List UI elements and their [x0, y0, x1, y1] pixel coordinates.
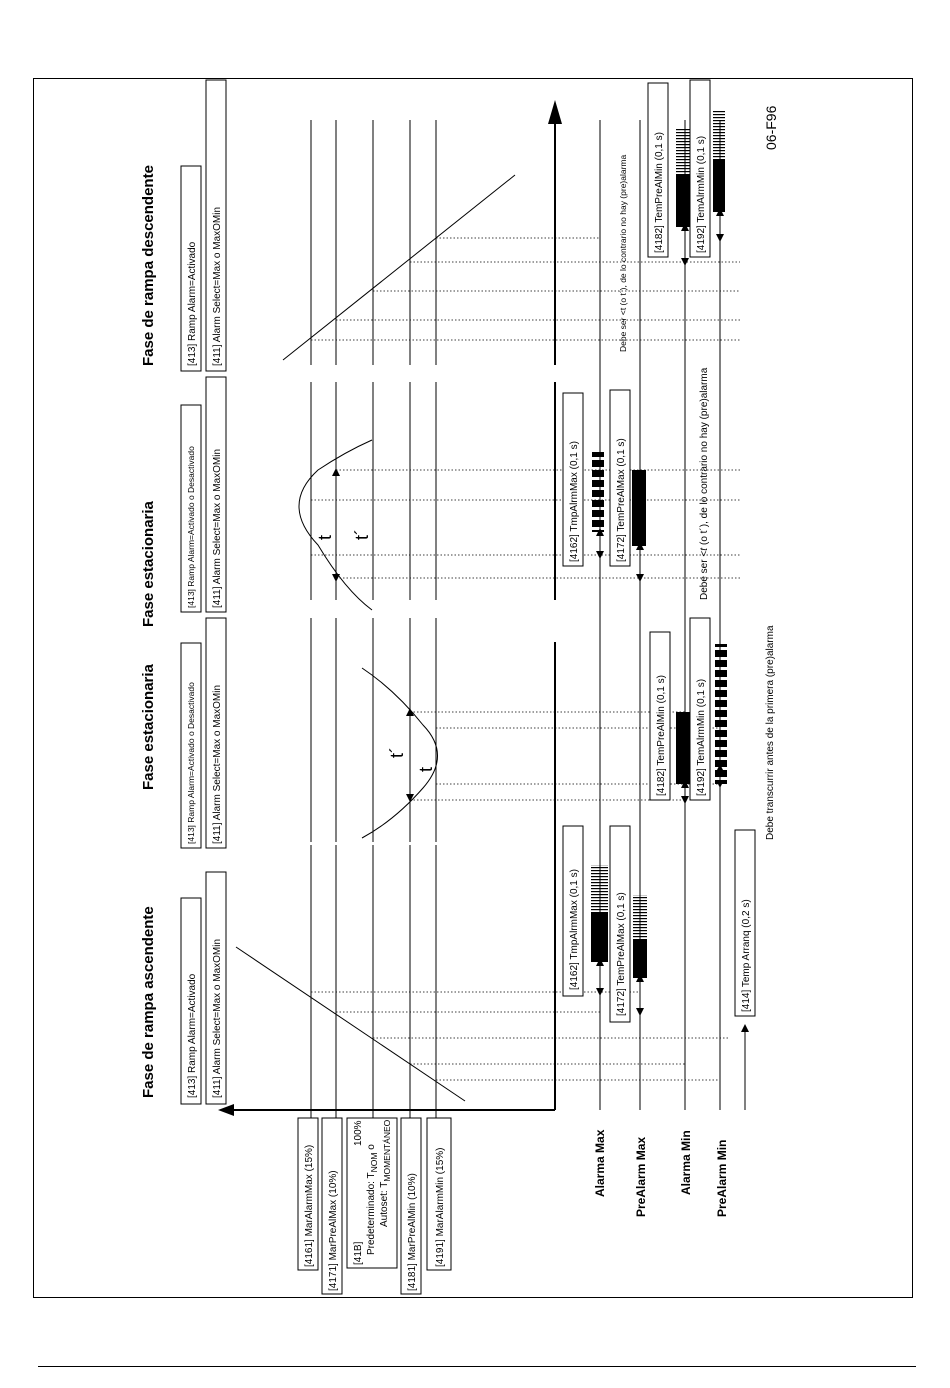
param-alarm-select-3: [411] Alarm Select=Max o MaxOMin — [212, 448, 223, 608]
level-alarm-max: [4161] MarAlarmMax (15%) — [304, 1144, 315, 1267]
param-alarm-select-2: [411] Alarm Select=Max o MaxOMin — [212, 684, 223, 844]
t-prime-mark-1: t´ — [387, 747, 407, 758]
signal-label-alarm-min: Alarma Min — [679, 1130, 693, 1195]
level-lines — [311, 120, 436, 1118]
figure-id: 06-F96 — [763, 105, 779, 150]
svg-text:Autoset: TMOMENTÁNEO: Autoset: $T_{MOMENTÁNEO}$ — [379, 1119, 392, 1227]
param-ramp-alarm-3: [413] Ramp Alarm=Activado o Desactivado — [186, 446, 196, 608]
dotted-projections — [311, 238, 740, 1080]
svg-text:[41B]: [41B] — [353, 1241, 364, 1265]
ramp-up-curve — [236, 947, 465, 1101]
phase-title-steady-1: Fase estacionaria — [140, 664, 157, 790]
timer-prealarm-min-1: [4182] TemPreAlMin (0,1 s) — [656, 675, 667, 796]
signal-label-prealarm-max: PreAlarm Max — [634, 1136, 648, 1217]
timer-alarm-min-1: [4192] TemAlrmMin (0,1 s) — [696, 678, 707, 796]
note-must-be-t-2: Debe ser < — [699, 550, 710, 600]
timer-alarm-max-1: [4162] TmpAlrmMax (0,1 s) — [569, 869, 580, 990]
ramp-down-curve — [283, 175, 515, 360]
timer-prealarm-min-2: [4182] TemPreAlMin (0,1 s) — [654, 132, 665, 253]
t-mark-2: t — [315, 534, 335, 540]
note-must-be-t-1: Debe ser <t (o t´), de lo contrario no hay (pre)alarma — [618, 154, 628, 352]
level-alarm-min: [4191] MarAlarmMin (15%) — [435, 1147, 446, 1267]
timer-alarm-min-2: [4192] TemAlrmMin (0,1 s) — [696, 135, 707, 253]
param-ramp-alarm-4: [413] Ramp Alarm=Activado — [187, 241, 198, 366]
phase-title-ramp-up: Fase de rampa ascendente — [140, 906, 157, 1098]
param-ramp-alarm-2: [413] Ramp Alarm=Activado o Desactivado — [186, 682, 196, 844]
timer-start: [414] Temp Arranq (0,2 s) — [741, 899, 752, 1012]
svg-text:100%: 100% — [353, 1120, 364, 1146]
signal-label-prealarm-min: PreAlarm Min — [715, 1139, 729, 1217]
load-axis-arrowhead — [218, 1104, 234, 1116]
t-prime-mark-2: t´ — [352, 529, 372, 540]
note-before-first-alarm: Debe transcurrir antes de la primera (pre)alarma — [765, 625, 776, 840]
timer-prealarm-max-1: [4172] TemPreAlMax (0,1 s) — [616, 892, 627, 1016]
phase-title-steady-2: Fase estacionaria — [140, 501, 157, 627]
param-alarm-select-4: [411] Alarm Select=Max o MaxOMin — [212, 206, 223, 366]
level-prealarm-min: [4181] MarPreAlMin (10%) — [407, 1173, 418, 1291]
phase-title-ramp-down: Fase de rampa descendente — [140, 165, 157, 366]
time-axis-arrowhead — [548, 100, 562, 124]
timer-alarm-max-2: [4162] TmpAlrmMax (0,1 s) — [569, 441, 580, 562]
timer-prealarm-max-2: [4172] TemPreAlMax (0,1 s) — [616, 438, 627, 562]
param-ramp-alarm-1: [413] Ramp Alarm=Activado — [187, 973, 198, 1098]
signal-label-alarm-max: Alarma Max — [593, 1129, 607, 1197]
svg-text:Predeterminado: TNOM o: Predeterminado: $T_{NOM}$ o — [366, 1144, 379, 1255]
level-prealarm-max: [4171] MarPreAlMax (10%) — [328, 1170, 339, 1291]
t-mark-1: t — [416, 766, 436, 772]
svg-text:Debe ser <t(o t´), de lo contr: Debe ser <t(o t´), de lo contrario no hay (pre)alarma — [699, 367, 710, 600]
param-alarm-select-1: [411] Alarm Select=Max o MaxOMin — [212, 938, 223, 1098]
